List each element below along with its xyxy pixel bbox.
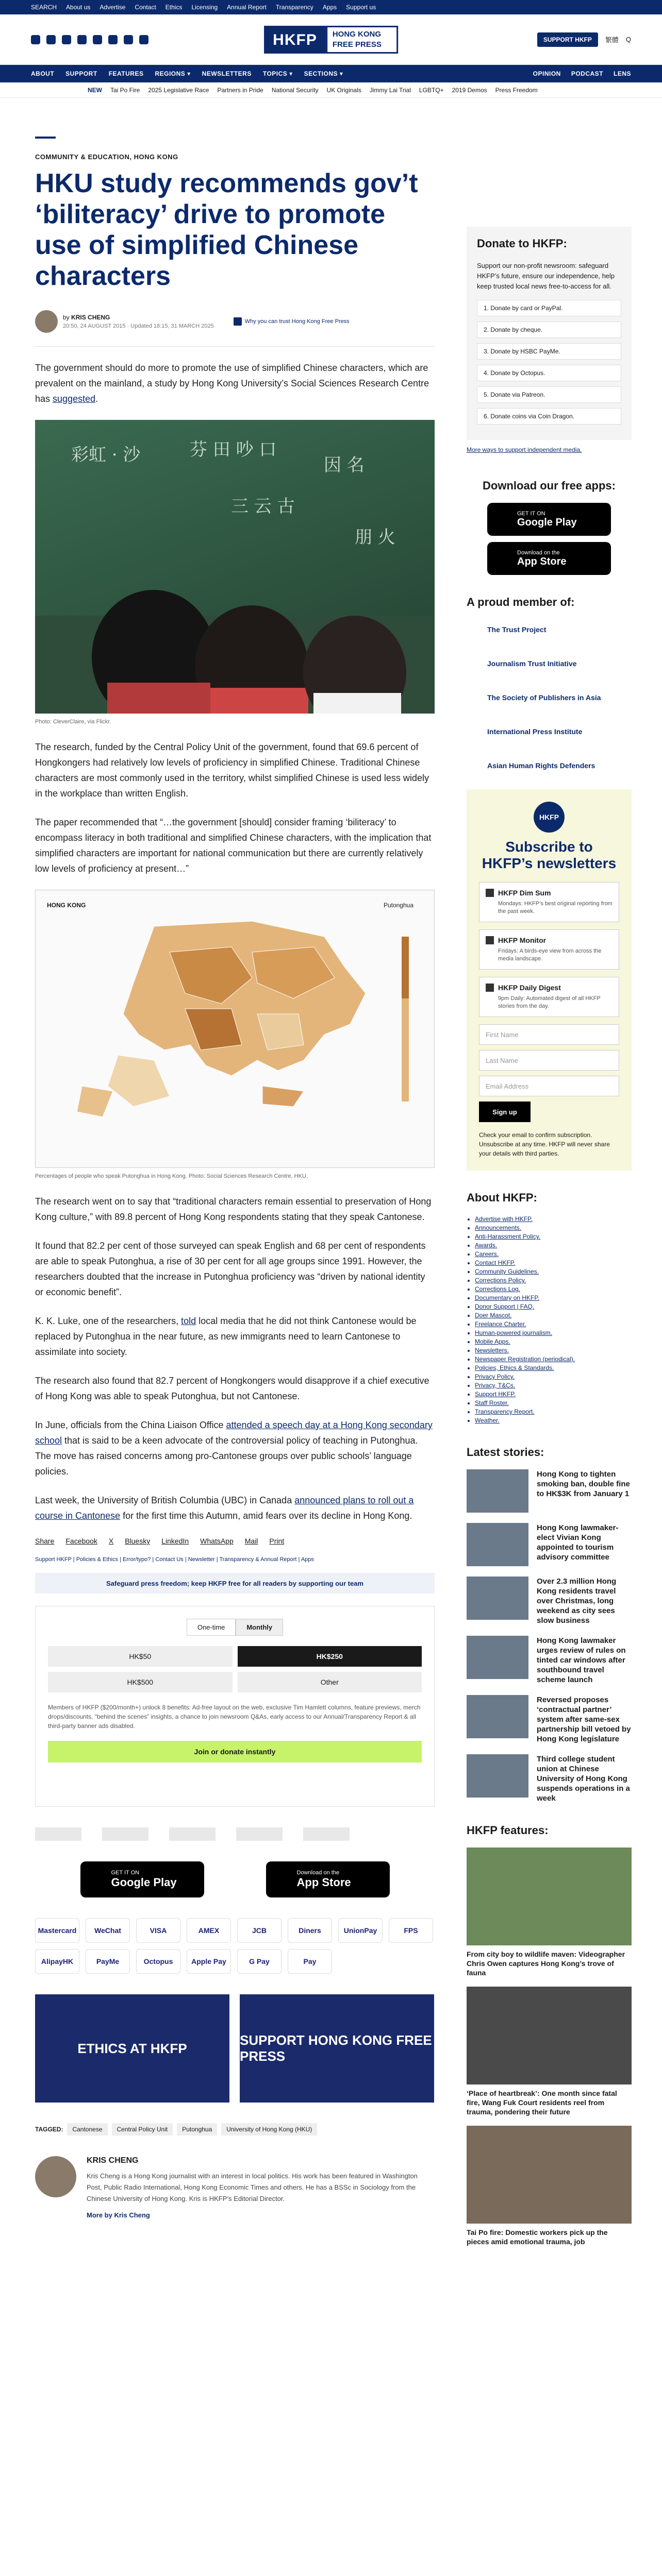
nav-podcast[interactable]: PODCAST xyxy=(571,70,603,77)
donate-option[interactable]: 5. Donate via Patreon. xyxy=(477,386,621,403)
nav-features[interactable]: FEATURES xyxy=(108,70,144,77)
feature-title[interactable]: Tai Po fire: Domestic workers pick up the pieces amid emotional trauma, job xyxy=(467,2228,608,2246)
more-ways-link[interactable]: More ways to support independent media. xyxy=(467,446,582,453)
putonghua-map xyxy=(35,890,435,1168)
map-legend-title: Putonghua xyxy=(383,902,413,909)
email-field[interactable]: Email Address xyxy=(479,1076,619,1096)
story-thumbnail xyxy=(467,1523,528,1566)
donate-option[interactable]: 4. Donate by Octopus. xyxy=(477,365,621,381)
paragraph xyxy=(35,1417,435,1479)
about-link[interactable]: • Privacy, T&Cs. xyxy=(475,1381,632,1390)
trending-item[interactable]: Partners in Pride xyxy=(217,86,263,94)
donate-option[interactable]: 6. Donate coins via Coin Dragon. xyxy=(477,408,621,425)
logo-main: HKFP xyxy=(264,26,326,54)
trending-item[interactable]: LGBTQ+ xyxy=(419,86,444,94)
article-main xyxy=(35,137,435,2221)
paragraph-text: The government should do more to promote the use of simplified Chinese characters, which are prevalent on the mainland, a study by Hong Kong University’s Social Sciences Research Centre has xyxy=(35,363,429,404)
badge-main: Google Play xyxy=(111,1876,177,1889)
story-thumbnail xyxy=(467,1577,528,1620)
member-logo[interactable] xyxy=(169,1827,216,1841)
site-logo[interactable] xyxy=(264,26,398,54)
feature-image[interactable] xyxy=(467,2126,632,2224)
story-title[interactable]: Reversed proposes ‘contractual partner’ system after same-sex partnership bill vetoed by Hong Kong legislature xyxy=(537,1696,631,1743)
story-title[interactable]: Hong Kong to tighten smoking ban, double fine to HK$3K from January 1 xyxy=(537,1470,630,1498)
about-link[interactable]: • Doer Mascot. xyxy=(475,1311,632,1320)
about-link[interactable]: • Freelance Charter. xyxy=(475,1320,632,1329)
paragraph-text: K. K. Luke, one of the researchers, xyxy=(35,1316,181,1326)
member-logos xyxy=(35,1827,435,1841)
about-link[interactable]: • Mobile Apps. xyxy=(475,1337,632,1346)
bluesky-icon[interactable] xyxy=(31,35,40,44)
checkbox-icon[interactable] xyxy=(486,984,494,992)
newsletter-signup xyxy=(467,789,632,1171)
trending-item[interactable]: 2025 Legislative Race xyxy=(148,86,209,94)
speech-day-link[interactable]: attended a speech day at a Hong Kong secondary school xyxy=(35,1420,433,1446)
classroom-photo xyxy=(35,420,435,714)
story-item[interactable] xyxy=(467,1636,632,1685)
payment-logo: WeChat xyxy=(86,1918,130,1943)
payment-logo: G Pay xyxy=(237,1949,282,1974)
photo-caption: Photo: CleverClaire, via Flickr. xyxy=(35,719,111,725)
share-bluesky[interactable]: Bluesky xyxy=(125,1537,151,1545)
paragraph-text: local media that he did not think Cantonese would be replaced by Putonghua in the near future, as new immigrants need to learn Cantonese to assimilate into society. xyxy=(35,1316,417,1357)
tag[interactable]: Central Policy Unit xyxy=(112,2123,173,2136)
payment-methods xyxy=(35,1918,435,1974)
topbar-transparency[interactable]: Transparency xyxy=(275,4,313,11)
amount-option[interactable]: HK$250 xyxy=(238,1646,422,1667)
newsletter-note: Check your email to confirm subscription. Unsubscribe at any time. HKFP will never share your details with third parties. xyxy=(479,1131,610,1157)
paragraph: It found that 82.2 per cent of those surveyed can speak English and 68 per cent of respondents are able to speak Putonghua, a rise of 30 per cent for all age groups since 1991. However, the researchers doubted that the increase in Putonghua proficiency was “driven by national identity or economic benefit”. xyxy=(35,1241,426,1297)
instagram-icon[interactable] xyxy=(62,35,71,44)
story-title[interactable]: Hong Kong lawmaker-elect Vivian Kong appointed to tourism advisory committee xyxy=(537,1523,619,1562)
story-item[interactable] xyxy=(467,1469,632,1513)
donate-option[interactable]: 3. Donate by HSBC PayMe. xyxy=(477,343,621,360)
story-thumbnail xyxy=(467,1469,528,1513)
top-utility-bar xyxy=(0,0,662,14)
payment-logo: Diners xyxy=(288,1918,332,1943)
threads-icon[interactable] xyxy=(108,35,118,44)
google-play-button[interactable] xyxy=(487,503,611,536)
newsletter-option[interactable] xyxy=(479,929,619,970)
tag[interactable]: Putonghua xyxy=(177,2123,217,2136)
trust-icon xyxy=(234,317,242,326)
told-link[interactable]: told xyxy=(181,1316,196,1326)
article-title: HKU study recommends gov’t ‘biliteracy’ drive to promote use of simplified Chinese characters xyxy=(35,168,418,291)
ethics-banner[interactable]: ETHICS AT HKFP xyxy=(35,1994,229,2103)
chalkboard: 彩虹 · 沙 芬 田 吵 口 因 名 三 云 古 朋 火 xyxy=(35,420,435,616)
about-link[interactable]: • Awards. xyxy=(475,1241,632,1250)
press-freedom-bar[interactable]: Safeguard press freedom; keep HKFP free for all readers by supporting our team xyxy=(35,1573,435,1594)
membership-note: Members of HKFP ($200/month+) unlock 8 benefits: Ad-free layout on the web, exclusive Tim Hamlett columns, feature previews, merch drops/discounts, “behind the scenes” insights, a chance to join newsroom Q&As, early access to our Annual/Transparency Report & all third-party banner ads disabled. xyxy=(48,1704,421,1730)
payment-logo: AlipayHK xyxy=(35,1949,79,1974)
google-play-button[interactable] xyxy=(80,1861,204,1897)
paragraph-text: that is said to be a keen advocate of the controversial policy of teaching in Putonghua. The move has raised concerns among pro-Cantonese groups over public schools’ language policies. xyxy=(35,1435,418,1477)
member-jti[interactable]: Journalism Trust Initiative xyxy=(487,659,577,668)
member-ipi[interactable]: International Press Institute xyxy=(487,727,583,736)
topbar-apps[interactable]: Apps xyxy=(322,4,337,11)
monthly-toggle[interactable]: Monthly xyxy=(236,1619,283,1636)
paragraph: The research, funded by the Central Policy Unit of the government, found that 69.6 percent of Hongkongers had relatively low levels of proficiency in simplified Chinese. Traditional Chinese characters are most commonly used in the territory, whilst simplified Chinese is used less widely in the workplace than written English. xyxy=(35,742,429,799)
about-link[interactable]: • Donor Support | FAQ. xyxy=(475,1302,632,1311)
youtube-icon[interactable] xyxy=(93,35,102,44)
main-nav xyxy=(0,65,662,82)
one-time-toggle[interactable]: One-time xyxy=(187,1619,236,1636)
payment-logo: PayMe xyxy=(86,1949,130,1974)
app-buttons xyxy=(35,1861,435,1897)
about-link[interactable]: • Transparency Report. xyxy=(475,1408,632,1416)
checkbox-icon[interactable] xyxy=(486,889,494,897)
paragraph-text: Last week, the University of British Columbia (UBC) in Canada xyxy=(35,1495,295,1505)
share-bar xyxy=(35,1537,435,1545)
badge-small: GET IT ON xyxy=(517,510,545,517)
feature-image[interactable] xyxy=(467,1848,632,1945)
sidebar xyxy=(467,227,632,2256)
trending-bar xyxy=(0,82,662,98)
newsletter-desc: Fridays: A birds-eye view from across the media landscape. xyxy=(498,948,602,962)
tag[interactable]: Cantonese xyxy=(67,2123,107,2136)
story-thumbnail xyxy=(467,1636,528,1679)
features-title: HKFP features: xyxy=(467,1824,549,1837)
apps-title: Download our free apps: xyxy=(483,479,616,492)
newsletter-name: HKFP Monitor xyxy=(498,936,547,944)
about-link[interactable]: • Policies, Ethics & Standards. xyxy=(475,1364,632,1372)
support-banner[interactable]: SUPPORT HONG KONG FREE PRESS xyxy=(240,1994,434,2103)
topbar-support[interactable]: Support us xyxy=(346,4,376,11)
about-link[interactable]: • Anti-Harassment Policy. xyxy=(475,1232,632,1241)
about-link[interactable]: • Announcements. xyxy=(475,1224,632,1232)
new-label: NEW xyxy=(88,86,102,94)
share-whatsapp[interactable]: WhatsApp xyxy=(200,1537,234,1545)
rss-icon[interactable] xyxy=(139,35,148,44)
topbar-licensing[interactable]: Licensing xyxy=(191,4,218,11)
amount-option[interactable]: HK$500 xyxy=(48,1672,233,1692)
paragraph: The paper recommended that “…the government [should] consider framing ‘biliteracy’ to encompass literacy in both traditional and simplified Chinese characters, with the implication that simplified characters are important for national communication but there are currently relatively low levels of proficiency at present…” xyxy=(35,817,432,874)
trending-item[interactable]: Tai Po Fire xyxy=(110,86,140,94)
newsletter-desc: 9pm Daily: Automated digest of all HKFP stories from the day. xyxy=(498,995,601,1009)
nav-newsletters[interactable]: NEWSLETTERS xyxy=(202,70,252,77)
article-dates: 20:50, 24 AUGUST 2015 · Updated 18:15, 31 MARCH 2025 xyxy=(63,323,214,329)
article-tags xyxy=(35,2123,435,2136)
nav-support[interactable]: SUPPORT xyxy=(65,70,97,77)
member-logo[interactable] xyxy=(35,1827,81,1841)
story-title[interactable]: Over 2.3 million Hong Kong residents travel over Christmas, long weekend as city sees slow business xyxy=(537,1577,617,1625)
newsletter-logo: HKFP xyxy=(534,802,565,833)
story-title[interactable]: Third college student union at Chinese University of Hong Kong suspends operations in a week xyxy=(537,1755,630,1803)
about-link[interactable]: • Support HKFP. xyxy=(475,1390,632,1399)
trust-link[interactable] xyxy=(234,317,350,326)
story-title[interactable]: Hong Kong lawmaker urges review of rules on tinted car windows after southbound travel scheme launch xyxy=(537,1636,626,1684)
story-thumbnail xyxy=(467,1695,528,1738)
newsletter-option[interactable] xyxy=(479,977,619,1017)
share-label: Share xyxy=(35,1537,55,1545)
newsletter-option[interactable] xyxy=(479,882,619,922)
promo-banners xyxy=(35,1994,435,2103)
payment-logo: Mastercard xyxy=(35,1918,79,1943)
topbar-ethics[interactable]: Ethics xyxy=(165,4,183,11)
donate-panel xyxy=(467,227,632,440)
byline xyxy=(35,310,435,333)
newsletter-name: HKFP Daily Digest xyxy=(498,984,561,992)
about-link[interactable]: • Weather. xyxy=(475,1416,632,1425)
children-silhouettes xyxy=(35,580,435,714)
newsletter-name: HKFP Dim Sum xyxy=(498,889,551,897)
tag[interactable]: University of Hong Kong (HKU) xyxy=(221,2123,317,2136)
member-sopa[interactable]: The Society of Publishers in Asia xyxy=(487,693,601,702)
about-link[interactable]: • Community Guidelines. xyxy=(475,1267,632,1276)
badge-main: App Store xyxy=(517,555,567,567)
nav-regions[interactable]: REGIONS ▾ xyxy=(155,70,191,77)
more-by-author-link[interactable]: More by Kris Cheng xyxy=(87,2211,150,2219)
share-linkedin[interactable]: LinkedIn xyxy=(161,1537,189,1545)
about-link[interactable]: • Advertise with HKFP. xyxy=(475,1215,632,1224)
feature-title[interactable]: From city boy to wildlife maven: Videographer Chris Owen captures Hong Kong’s trove of fauna xyxy=(467,1950,625,1977)
author-name: KRIS CHENG xyxy=(87,2156,139,2165)
nav-lens[interactable]: LENS xyxy=(613,70,631,77)
about-link[interactable]: • Human-powered journalism. xyxy=(475,1329,632,1337)
payment-logo: Octopus xyxy=(136,1949,180,1974)
nav-opinion[interactable]: OPINION xyxy=(533,70,561,77)
member-logo[interactable] xyxy=(102,1827,148,1841)
about-link[interactable]: • Privacy Policy. xyxy=(475,1372,632,1381)
tags-label: TAGGED: xyxy=(35,2126,63,2133)
kicker-divider xyxy=(35,137,56,139)
author-avatar xyxy=(35,2156,76,2197)
amount-option[interactable]: Other xyxy=(238,1672,422,1692)
member-trust-project[interactable]: The Trust Project xyxy=(487,625,547,634)
logo-sub: HONG KONG FREE PRESS xyxy=(326,26,398,54)
map-caption: Percentages of people who speak Putonghua in Hong Kong. Photo: Social Sciences Research Centre, HKU. xyxy=(35,1173,308,1179)
member-logo[interactable] xyxy=(236,1827,283,1841)
badge-main: App Store xyxy=(296,1876,351,1889)
search-icon[interactable]: Q xyxy=(625,36,631,43)
about-link[interactable]: • Documentary on HKFP. xyxy=(475,1294,632,1302)
trending-item[interactable]: National Security xyxy=(271,86,319,94)
author-avatar xyxy=(35,310,58,333)
paragraph: The research went on to say that “traditional characters remain essential to preservation of Hong Kong culture,” with 89.8 percent of Hong Kong respondents stating that they speak Cantonese. xyxy=(35,1196,432,1222)
payment-logo: VISA xyxy=(136,1918,180,1943)
badge-main: Google Play xyxy=(517,516,577,528)
donate-option[interactable]: 1. Donate by card or PayPal. xyxy=(477,300,621,316)
trending-item[interactable]: UK Originals xyxy=(326,86,361,94)
app-store-button[interactable] xyxy=(487,542,611,575)
nav-topics[interactable]: TOPICS ▾ xyxy=(262,70,293,77)
feature-title[interactable]: ‘Place of heartbreak’: One month since fatal fire, Wang Fuk Court residents reel from trauma, pondering their future xyxy=(467,2089,617,2116)
facebook-icon[interactable] xyxy=(77,35,87,44)
amount-option[interactable]: HK$50 xyxy=(48,1646,233,1667)
share-facebook[interactable]: Facebook xyxy=(65,1537,97,1545)
social-icons xyxy=(31,35,148,44)
donate-text: Support our non-profit newsroom: safeguard HKFP’s future, ensure our independence, help keep trusted local news free-to-access for all. xyxy=(477,262,615,290)
badge-small: Download on the xyxy=(517,549,560,556)
about-title: About HKFP: xyxy=(467,1191,537,1204)
trending-item[interactable]: 2019 Demos xyxy=(452,86,487,94)
author-description: Kris Cheng is a Hong Kong journalist with an interest in local politics. His work has been featured in Washington Post, Public Radio International, Hong Kong Economic Times and others. He has a BSSc in Sociology from the Chinese University of Hong Kong. Kris is HKFP’s Editorial Director. xyxy=(87,2172,418,2202)
last-name-field[interactable]: Last Name xyxy=(479,1050,619,1071)
share-print[interactable]: Print xyxy=(269,1537,285,1545)
language-switch[interactable]: 繁體 xyxy=(605,36,619,44)
donate-option[interactable]: 2. Donate by cheque. xyxy=(477,321,621,338)
latest-title: Latest stories: xyxy=(467,1446,544,1459)
payment-logo: AMEX xyxy=(187,1918,231,1943)
newsletter-title: Subscribe to HKFP’s newsletters xyxy=(482,839,617,871)
article-category[interactable]: COMMUNITY & EDUCATION, HONG KONG xyxy=(35,153,178,161)
badge-small: GET IT ON xyxy=(111,1870,140,1876)
site-header xyxy=(0,14,662,65)
payment-logo: UnionPay xyxy=(338,1918,383,1943)
donate-title: Donate to HKFP: xyxy=(477,237,567,250)
app-store-button[interactable] xyxy=(266,1861,390,1897)
author-link[interactable]: KRIS CHENG xyxy=(71,314,110,321)
about-list xyxy=(467,1215,632,1425)
about-link[interactable]: • Corrections Log. xyxy=(475,1285,632,1294)
nav-about[interactable]: ABOUT xyxy=(31,70,55,77)
payment-logo: Apple Pay xyxy=(187,1949,231,1974)
newsletter-desc: Mondays: HKFP’s best original reporting from the past week. xyxy=(498,901,613,914)
story-item[interactable] xyxy=(467,1523,632,1566)
trending-item[interactable]: Press Freedom xyxy=(495,86,538,94)
first-name-field[interactable]: First Name xyxy=(479,1024,619,1045)
paragraph xyxy=(35,1313,435,1360)
paragraph-text: In June, officials from the China Liaison Office xyxy=(35,1420,226,1430)
payment-logo: FPS xyxy=(389,1918,433,1943)
map-shapes xyxy=(36,890,435,1168)
x-icon[interactable] xyxy=(46,35,56,44)
about-link[interactable]: • Staff Roster. xyxy=(475,1399,632,1408)
topbar-annual[interactable]: Annual Report xyxy=(227,4,267,11)
divider xyxy=(35,346,435,347)
about-link[interactable]: • Newsletters. xyxy=(475,1346,632,1355)
badge-small: Download on the xyxy=(296,1870,340,1876)
topbar-advertise[interactable]: Advertise xyxy=(100,4,126,11)
story-item[interactable] xyxy=(467,1754,632,1803)
paragraph: The government should do more to promote the use of simplified Chinese characters, which are prevalent on the mainland, a study by Hong Kong University’s Social Sciences Research Centre has suggested. xyxy=(35,363,429,404)
byline-prefix: by xyxy=(63,314,70,321)
support-hkfp-button[interactable]: SUPPORT HKFP xyxy=(537,32,598,47)
topbar-about[interactable]: About us xyxy=(66,4,91,11)
story-thumbnail xyxy=(467,1754,528,1798)
features-list xyxy=(467,1848,632,2246)
member-ahrd[interactable]: Asian Human Rights Defenders xyxy=(487,761,595,770)
share-mail[interactable]: Mail xyxy=(244,1537,258,1545)
story-item[interactable] xyxy=(467,1695,632,1744)
paragraph-text: for the first time this Autumn, amid fears over its decline in Hong Kong. xyxy=(120,1511,412,1521)
checkbox-icon[interactable] xyxy=(486,936,494,944)
payment-logo: JCB xyxy=(237,1918,282,1943)
about-link[interactable]: • Newspaper Registration (periodical). xyxy=(475,1355,632,1364)
linkedin-icon[interactable] xyxy=(124,35,133,44)
signup-button[interactable]: Sign up xyxy=(479,1101,531,1122)
trust-text: Why you can trust Hong Kong Free Press xyxy=(244,318,350,325)
paragraph: The research also found that 82.7 percent of Hongkongers would disapprove if a chief executive of Hong Kong was able to speak Putonghua, but not Cantonese. xyxy=(35,1376,429,1401)
footer-links[interactable]: Support HKFP | Policies & Ethics | Error/typo? | Contact Us | Newsletter | Transparency & Annual Report | Apps xyxy=(35,1556,314,1563)
topbar-contact[interactable]: Contact xyxy=(135,4,156,11)
join-donate-button[interactable]: Join or donate instantly xyxy=(48,1741,422,1762)
about-link[interactable]: • Contact HKFP. xyxy=(475,1259,632,1267)
donate-widget xyxy=(35,1606,435,1807)
suggested-link[interactable]: suggested xyxy=(53,394,96,404)
paragraph xyxy=(35,1493,435,1523)
trending-item[interactable]: Jimmy Lai Trial xyxy=(369,86,411,94)
member-logo[interactable] xyxy=(303,1827,350,1841)
ubc-link[interactable]: announced plans to roll out a course in Cantonese xyxy=(35,1495,414,1521)
about-link[interactable]: • Corrections Policy. xyxy=(475,1276,632,1285)
about-link[interactable]: • Careers. xyxy=(475,1250,632,1259)
nav-sections[interactable]: SECTIONS ▾ xyxy=(304,70,343,77)
latest-list xyxy=(467,1469,632,1803)
payment-logo: Pay xyxy=(288,1949,332,1974)
author-bio xyxy=(35,2156,435,2221)
feature-image[interactable] xyxy=(467,1987,632,2084)
topbar-search[interactable]: SEARCH xyxy=(31,4,57,11)
map-title: HONG KONG xyxy=(47,902,86,909)
share-x[interactable]: X xyxy=(108,1537,114,1545)
member-title: A proud member of: xyxy=(467,596,575,608)
story-item[interactable] xyxy=(467,1577,632,1625)
